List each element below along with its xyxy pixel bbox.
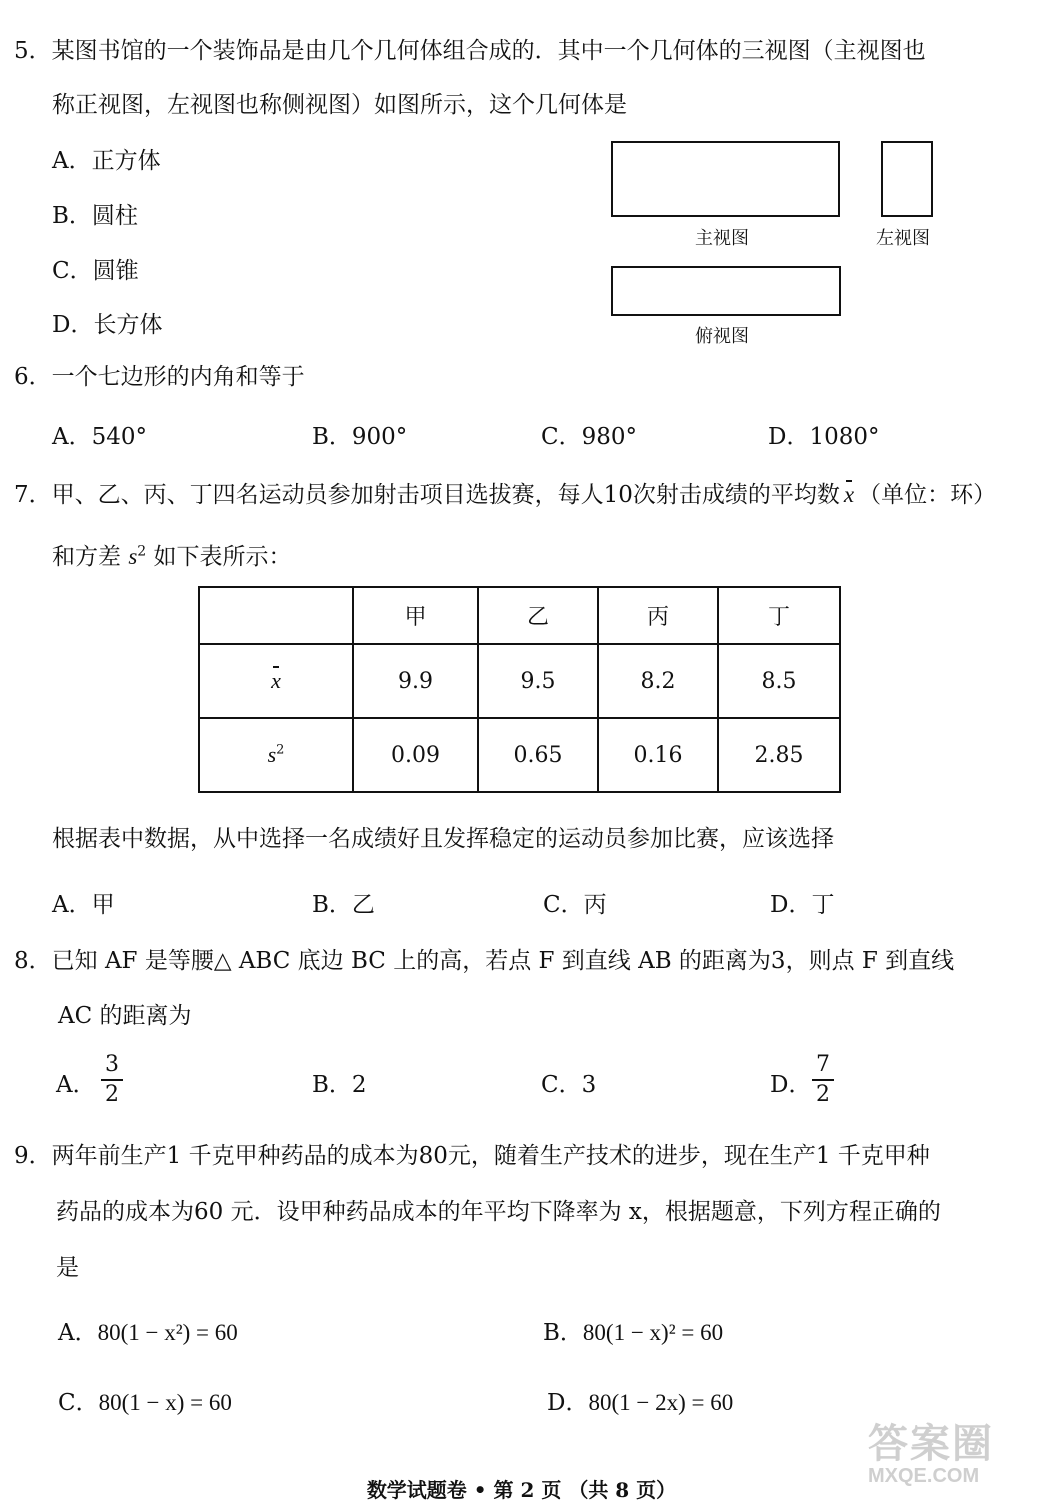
q7-option-c: C．丙 <box>543 892 607 918</box>
page-footer: 数学试题卷 • 第 2 页 （共 8 页） <box>366 1478 677 1502</box>
top-view-label: 俯视图 <box>695 326 749 347</box>
q9-option-d <box>547 1384 733 1417</box>
var-symbol-cell: s <box>267 742 277 767</box>
q9-option-b-letter: B． <box>543 1320 583 1346</box>
q5-option-a: A．正方体 <box>52 148 161 174</box>
q9-option-b-equation: 80(1 − x)² = 60 <box>582 1320 724 1345</box>
table-cell: 9.5 <box>478 644 598 718</box>
q5-stem-line2: 称正视图，左视图也称侧视图）如图所示，这个几何体是 <box>52 92 627 118</box>
q7-follow: 根据表中数据，从中选择一名成绩好且发挥稳定的运动员参加比赛，应该选择 <box>52 826 834 852</box>
q7-stem2-text-a: 和方差 <box>52 544 121 570</box>
q8-option-b <box>312 1066 367 1099</box>
q7-stem-text-a: 7．甲、乙、丙、丁四名运动员参加射击项目选拔赛，每人10次射击成绩的平均数 <box>14 482 840 508</box>
table-cell: 0.09 <box>353 718 478 792</box>
q9-option-c-letter: C． <box>58 1390 99 1416</box>
q6-option-b: B．900° <box>312 424 408 450</box>
table-header-row <box>199 587 840 644</box>
q6-option-d: D．1080° <box>768 424 880 450</box>
var-exp-cell: 2 <box>276 742 285 758</box>
q9-option-c-equation: 80(1 − x) = 60 <box>98 1390 232 1415</box>
q8-option-d-fraction <box>812 1054 834 1106</box>
table-row-mean <box>199 644 840 718</box>
q7-option-b: B．乙 <box>312 892 375 918</box>
q7-var-exp: 2 <box>137 543 147 560</box>
q9-option-a <box>58 1314 238 1347</box>
left-view-label: 左视图 <box>876 228 930 249</box>
data-table <box>198 586 841 793</box>
q8-option-b-letter: B． <box>312 1072 352 1098</box>
q8-stem-line1: 8．已知 AF 是等腰△ ABC 底边 BC 上的高，若点 F 到直线 AB 的距离为3，则点 F 到直线 <box>14 948 955 974</box>
fraction-numerator: 3 <box>101 1054 123 1081</box>
q8-option-a-fraction <box>101 1054 123 1106</box>
table-row-label <box>199 644 353 718</box>
table-cell: 8.2 <box>598 644 718 718</box>
mean-symbol-cell: x <box>271 668 281 693</box>
q8-option-d-letter: D． <box>770 1072 812 1098</box>
q5-stem-line1: 5．某图书馆的一个装饰品是由几个几何体组合成的．其中一个几何体的三视图（主视图也 <box>14 38 926 64</box>
table-header-cell: 乙 <box>478 587 598 644</box>
table-row-label <box>199 718 353 792</box>
table-header-empty <box>199 587 353 644</box>
table-cell: 2.85 <box>718 718 840 792</box>
fraction-denominator: 2 <box>816 1082 830 1107</box>
front-view-rect <box>611 141 840 217</box>
front-view-label: 主视图 <box>695 228 749 249</box>
q5-option-c: C．圆锥 <box>52 258 139 284</box>
q7-stem2-text-b: 如下表所示： <box>153 544 292 570</box>
q8-stem-line2: AC 的距离为 <box>58 1003 192 1029</box>
q8-option-a-letter: A． <box>56 1072 96 1098</box>
q9-option-c <box>58 1384 232 1417</box>
q6-option-c: C．980° <box>541 424 637 450</box>
table-cell: 9.9 <box>353 644 478 718</box>
q7-stem-line2 <box>52 538 292 571</box>
q9-option-d-letter: D． <box>547 1390 589 1416</box>
q9-option-a-equation: 80(1 − x²) = 60 <box>97 1320 238 1345</box>
q6-stem: 6．一个七边形的内角和等于 <box>14 364 305 390</box>
q8-option-c-value: 3 <box>581 1072 597 1098</box>
fraction-denominator: 2 <box>105 1082 119 1107</box>
table-header-cell: 甲 <box>353 587 478 644</box>
q9-stem-line2: 药品的成本为60 元．设甲种药品成本的年平均下降率为 x，根据题意，下列方程正确的 <box>56 1199 941 1225</box>
q9-option-d-equation: 80(1 − 2x) = 60 <box>588 1390 734 1415</box>
q9-option-b <box>543 1314 723 1347</box>
q7-var-symbol: s <box>128 544 138 569</box>
top-view-rect <box>611 266 841 316</box>
watermark-line1: 答案圈 <box>868 1422 994 1466</box>
q7-stem-text-b: （单位：环） <box>858 482 997 508</box>
q7-option-a: A．甲 <box>52 892 115 918</box>
q9-stem-line1: 9．两年前生产1 千克甲种药品的成本为80元，随着生产技术的进步，现在生产1 千克甲种 <box>14 1143 930 1169</box>
q9-option-a-letter: A． <box>58 1320 98 1346</box>
q5-option-d: D．长方体 <box>52 312 163 338</box>
q8-option-c-letter: C． <box>541 1072 582 1098</box>
watermark-line2: MXQE.COM <box>868 1465 980 1487</box>
fraction-numerator: 7 <box>812 1054 834 1081</box>
q8-option-b-value: 2 <box>351 1072 367 1098</box>
q7-option-d: D．丁 <box>770 892 835 918</box>
q6-option-a: A．540° <box>52 424 148 450</box>
table-header-cell: 丁 <box>718 587 840 644</box>
table-cell: 8.5 <box>718 644 840 718</box>
q5-option-b: B．圆柱 <box>52 203 138 229</box>
table-cell: 0.16 <box>598 718 718 792</box>
q7-stem-line1 <box>14 476 996 509</box>
left-view-rect <box>881 141 933 217</box>
q9-stem-line3: 是 <box>56 1255 79 1281</box>
table-row-variance <box>199 718 840 792</box>
q8-option-c <box>541 1066 596 1099</box>
table-header-cell: 丙 <box>598 587 718 644</box>
q7-mean-symbol: x <box>843 482 855 507</box>
table-cell: 0.65 <box>478 718 598 792</box>
